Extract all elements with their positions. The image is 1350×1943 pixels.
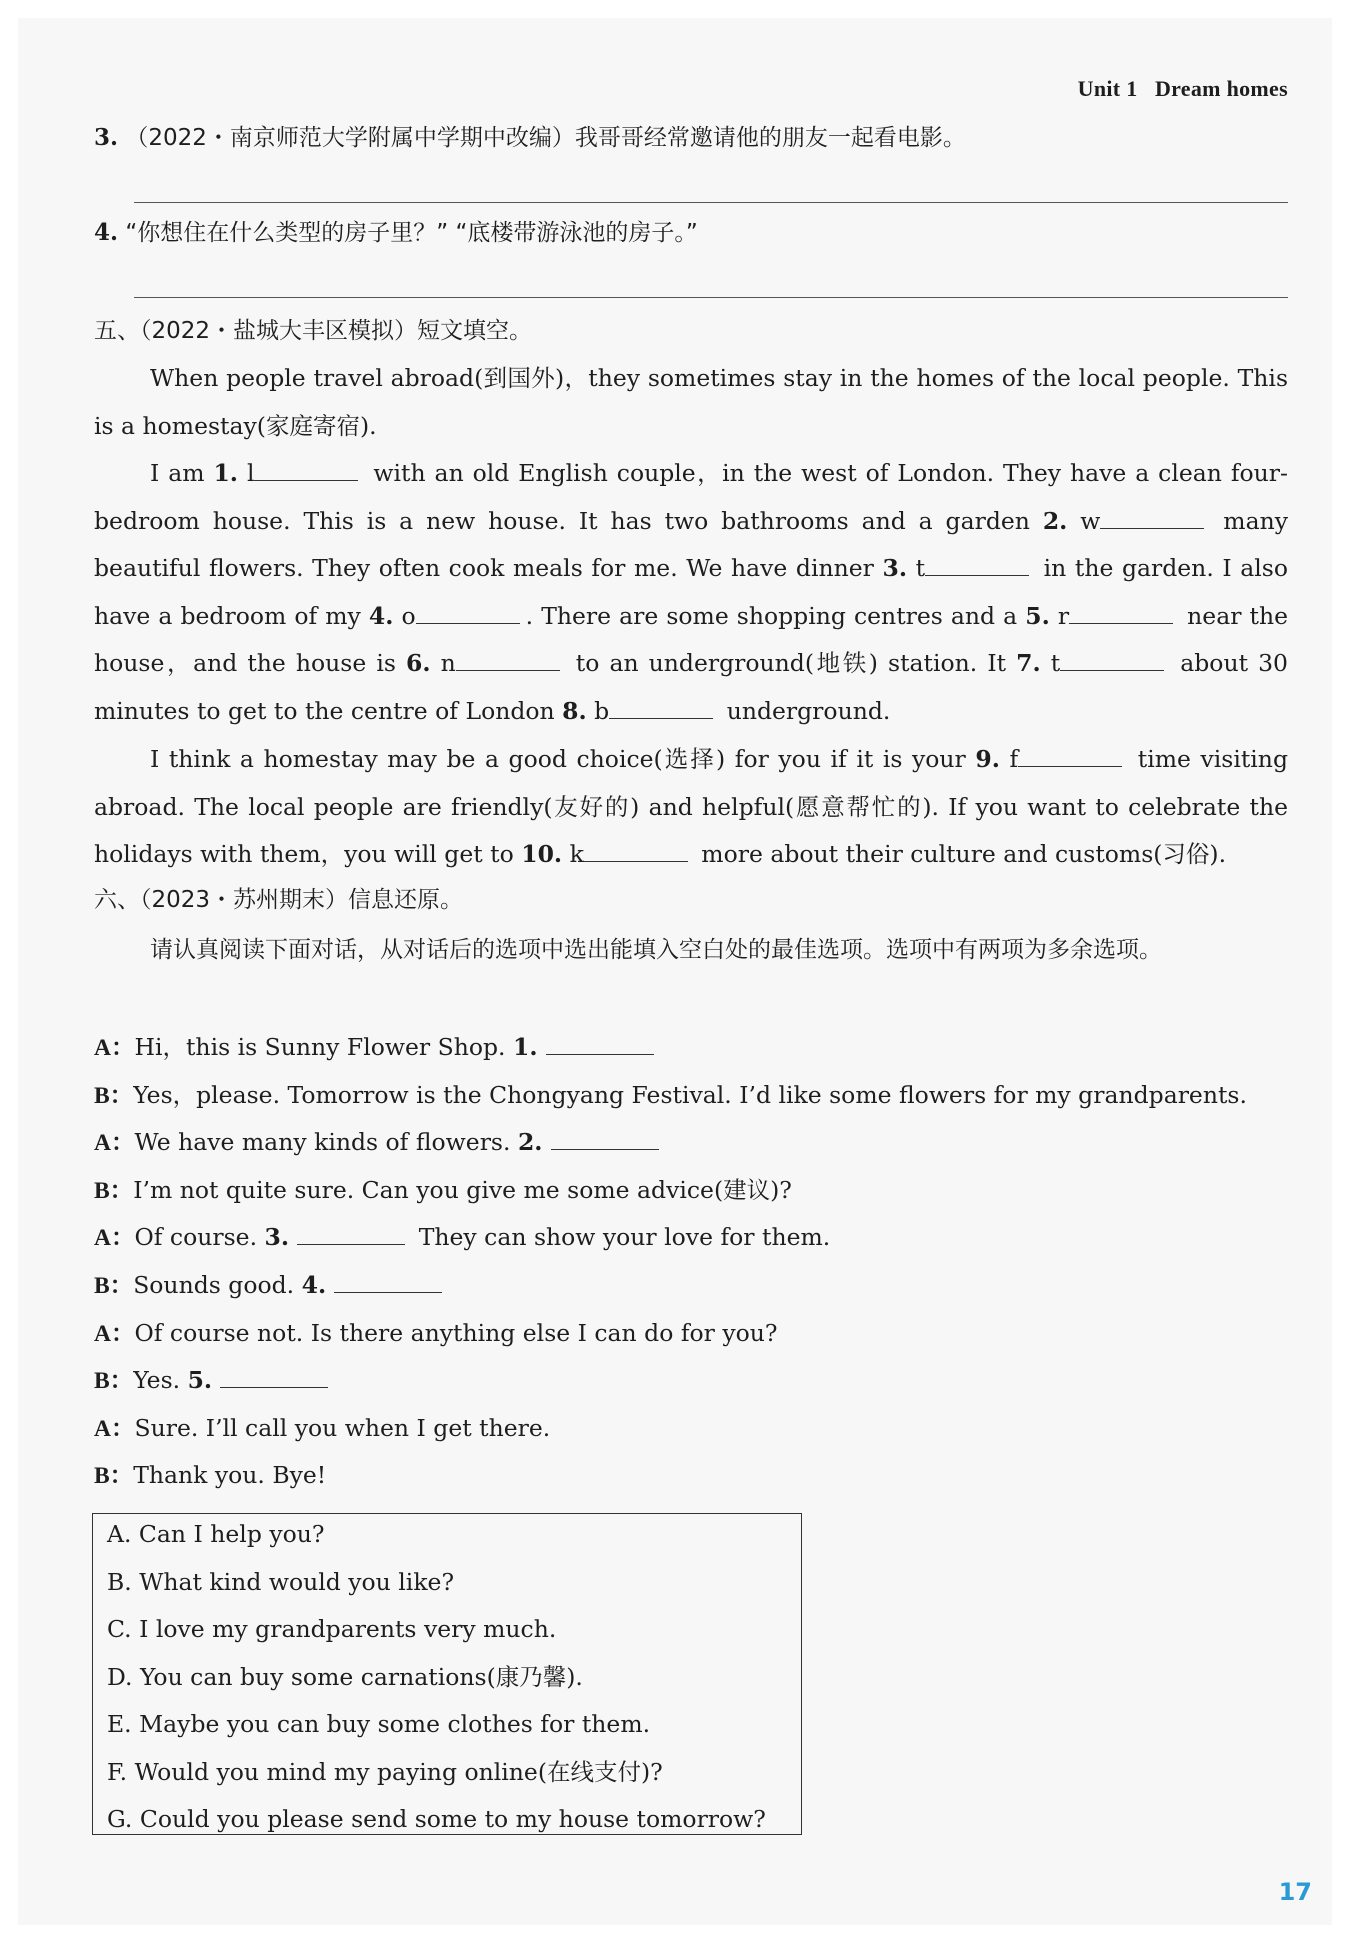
blank-number: 1. (213, 459, 238, 487)
answer-line[interactable] (134, 297, 1288, 298)
speaker-label: A： (94, 1035, 135, 1061)
dialogue-text: Sounds good. (133, 1271, 302, 1299)
speaker-label: A： (94, 1130, 135, 1157)
fill-in-blank[interactable] (1018, 744, 1122, 767)
dialogue-line (94, 1413, 1288, 1444)
blank-number: 8. (562, 696, 587, 725)
header-unit: Unit 1 (1077, 76, 1138, 101)
section-5-paragraph-2 (94, 450, 1288, 735)
option-item: D. You can buy some carnations(康乃馨). (107, 1662, 583, 1691)
translation-question-3 (94, 123, 1288, 153)
answer-line[interactable] (134, 202, 1288, 203)
dialogue-line (94, 1127, 1288, 1158)
fill-in-blank[interactable] (1060, 648, 1164, 671)
section-6-instruction: 请认真阅读下面对话，从对话后的选项中选出能填入空白处的最佳选项。选项中有两项为多余选项。 (150, 937, 1162, 963)
speaker-label: B： (94, 1463, 134, 1490)
speaker-label: A： (94, 1225, 135, 1252)
fill-in-blank[interactable] (551, 1127, 659, 1150)
blank-number: 3. (264, 1223, 298, 1252)
fill-in-blank[interactable] (297, 1222, 405, 1245)
section-6-title: 六、（2023・苏州期末）信息还原。 (94, 887, 464, 913)
translation-question-4 (94, 218, 1288, 248)
fill-in-blank[interactable] (220, 1365, 328, 1388)
fill-in-blank[interactable] (1069, 601, 1173, 624)
fill-in-blank[interactable] (546, 1032, 654, 1055)
dialogue-line (94, 1318, 1288, 1349)
blank-number: 2. (1042, 506, 1068, 535)
fill-in-blank[interactable] (456, 648, 560, 671)
page-number: 17 (1278, 1878, 1312, 1906)
speaker-label: A： (94, 1320, 135, 1347)
passage-text: to an underground(地铁) station. It (565, 649, 1017, 677)
dialogue-text: Of course. (134, 1223, 265, 1252)
passage-text: w (1067, 506, 1101, 535)
blank-number: 9. (975, 745, 1000, 773)
blank-number: 1. (512, 1033, 546, 1061)
speaker-label: B： (94, 1082, 134, 1109)
speaker-label: A： (94, 1415, 135, 1442)
passage-text: more about their culture and customs(习俗). (693, 840, 1227, 868)
passage-text: n (430, 649, 456, 677)
passage-text: f (999, 745, 1019, 773)
dialogue-text: Hi，this is Sunny Flower Shop. (134, 1033, 513, 1061)
dialogue-line (94, 1460, 1288, 1491)
blank-number: 6. (405, 649, 431, 677)
dialogue-line (94, 1175, 1288, 1206)
passage-text: about 30 minutes to get to the centre of London (94, 649, 1288, 725)
fill-in-blank[interactable] (925, 553, 1029, 576)
section-5-paragraph-3 (94, 736, 1288, 879)
passage-text: b (586, 696, 610, 725)
blank-number: 7. (1016, 649, 1041, 677)
option-item: A. Can I help you? (107, 1520, 325, 1548)
fill-in-blank[interactable] (254, 458, 358, 481)
fill-in-blank[interactable] (416, 601, 520, 624)
header-title: Dream homes (1154, 76, 1288, 101)
passage-text: t (907, 554, 926, 582)
options-box (92, 1513, 802, 1835)
passage-text: l (238, 459, 255, 487)
fill-in-blank[interactable] (609, 696, 713, 719)
running-header (1078, 76, 1288, 102)
dialogue-text: Yes，please. Tomorrow is the Chongyang Festival. I’d like some flowers for my grandparents. (133, 1080, 1247, 1109)
question-text: “你想住在什么类型的房子里？” “底楼带游泳池的房子。” (125, 220, 698, 246)
passage-text: o (393, 601, 416, 630)
passage-text: underground. (719, 696, 891, 725)
dialogue-line (94, 1222, 1288, 1253)
blank-number: 5. (187, 1366, 221, 1395)
dialogue-line (94, 1270, 1288, 1301)
dialogue-line (94, 1080, 1288, 1111)
option-item: E. Maybe you can buy some clothes for them. (107, 1710, 651, 1738)
speaker-label: B： (94, 1177, 134, 1204)
blank-number: 4. (368, 601, 394, 630)
passage-text: in the garden. I also have a bedroom of my (94, 554, 1288, 630)
passage-text: I am (150, 459, 214, 487)
blank-number: 4. (301, 1271, 335, 1299)
section-5-title: 五、（2022・盐城大丰区模拟）短文填空。 (94, 318, 533, 344)
passage-text: time visiting abroad. The local people are friendly(友好的) and helpful(愿意帮忙的). If you want to celebrate the holidays with them，you will get to (94, 745, 1288, 868)
dialogue-text: I’m not quite sure. Can you give me some advice(建议)? (133, 1175, 792, 1204)
dialogue-text: Of course not. Is there anything else I can do for you? (134, 1318, 778, 1347)
dialogue-line (94, 1032, 1288, 1063)
dialogue-line (94, 1365, 1288, 1396)
fill-in-blank[interactable] (334, 1270, 442, 1293)
section-5-paragraph-1: When people travel abroad(到国外)，they sometimes stay in the homes of the local people. This is a homestay(家庭寄宿). (94, 364, 1288, 440)
dialogue-text: Sure. I’ll call you when I get there. (134, 1413, 551, 1442)
blank-number: 10. (521, 840, 563, 868)
blank-number: 5. (1025, 601, 1050, 630)
option-item: F. Would you mind my paying online(在线支付)? (107, 1757, 663, 1786)
passage-text: many beautiful flowers. They often cook meals for me. We have dinner (94, 506, 1288, 582)
passage-text: I think a homestay may be a good choice(选择) for you if it is your (150, 745, 976, 773)
dialogue-text: We have many kinds of flowers. (134, 1128, 518, 1157)
blank-number: 3. (882, 554, 908, 582)
dialogue-text: They can show your love for them. (411, 1223, 831, 1252)
passage-text: near the house，and the house is (94, 601, 1288, 677)
passage-text: with an old English couple，in the west of London. They have a clean four-bedroom house. This is a new house. It has two bathrooms and a garden (94, 459, 1288, 535)
question-number: 4. (94, 219, 119, 246)
dialogue-text: Thank you. Bye! (133, 1461, 327, 1490)
blank-number: 2. (517, 1128, 551, 1157)
fill-in-blank[interactable] (1100, 506, 1204, 529)
speaker-label: B： (94, 1368, 134, 1395)
passage-text: k (562, 840, 584, 868)
option-item: C. I love my grandparents very much. (107, 1615, 557, 1643)
option-item: G. Could you please send some to my house tomorrow? (107, 1805, 766, 1833)
passage-text: t (1040, 649, 1061, 677)
option-item: B. What kind would you like? (107, 1567, 455, 1596)
question-text: （2022・南京师范大学附属中学期中改编）我哥哥经常邀请他的朋友一起看电影。 (125, 125, 966, 151)
question-number: 3. (94, 124, 119, 151)
speaker-label: B： (94, 1273, 134, 1299)
dialogue-text: Yes. (133, 1366, 188, 1395)
passage-text: r (1049, 601, 1070, 630)
passage-text: . There are some shopping centres and a (525, 601, 1026, 630)
fill-in-blank[interactable] (584, 839, 688, 862)
